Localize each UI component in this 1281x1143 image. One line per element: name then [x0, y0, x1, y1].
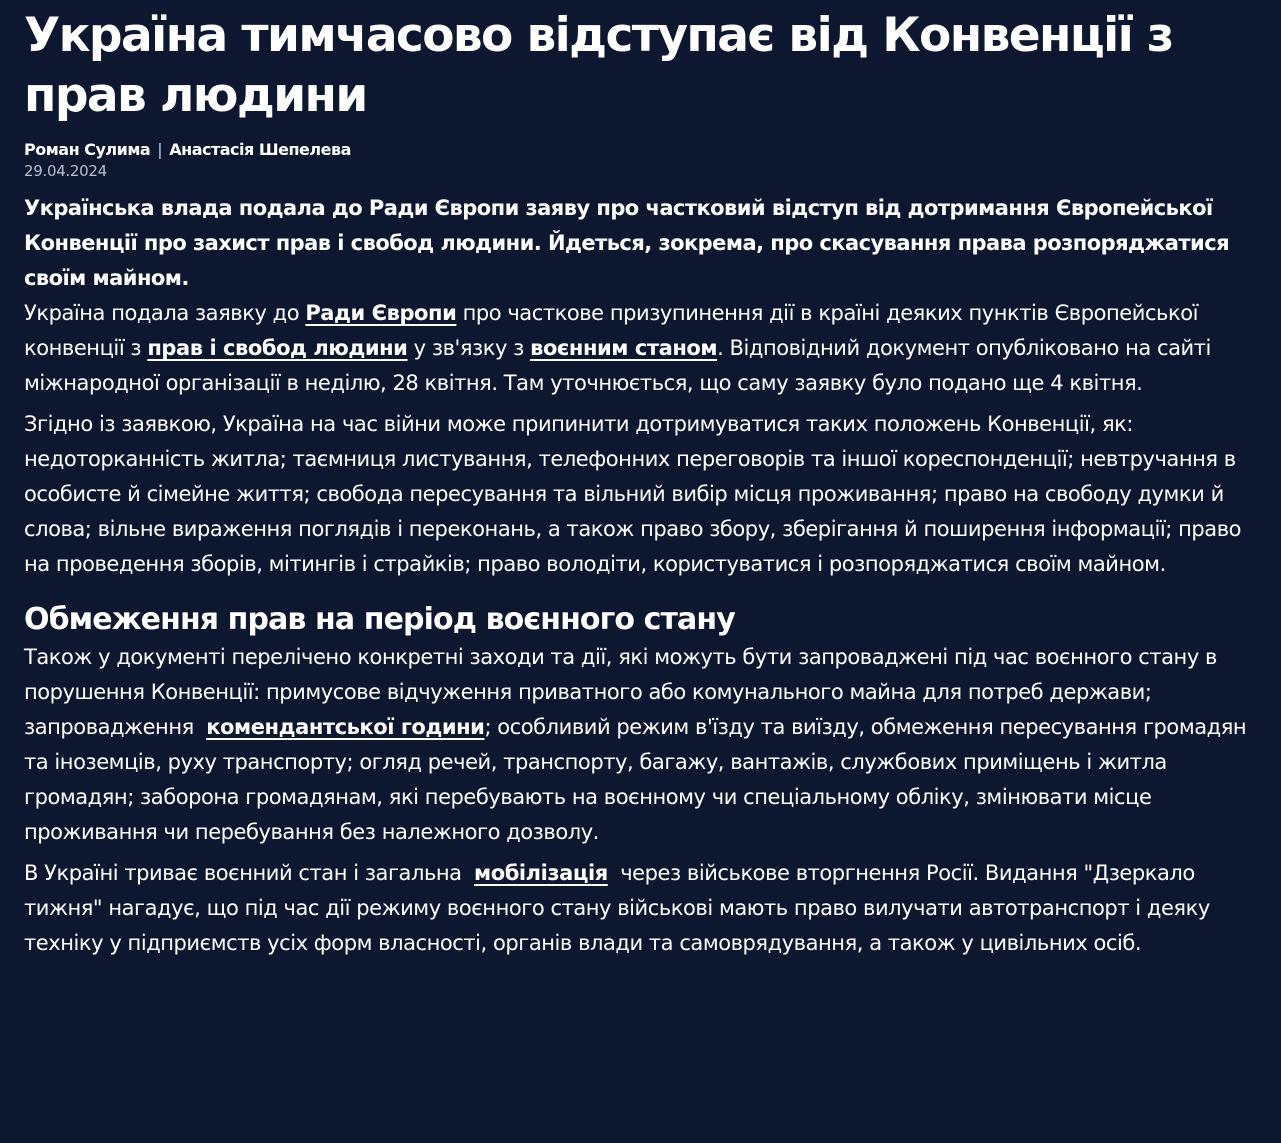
link-martial-law[interactable]: воєнним станом — [530, 336, 718, 360]
publish-date: 29.04.2024 — [24, 162, 107, 180]
paragraph-1-text-1: Україна подала заявку до — [24, 301, 306, 325]
paragraph-2: Згідно із заявкою, Україна на час війни може припинити дотримуватися таких положень Конвенції, як: недоторканність житла; таємниця листування, телефонних переговорів та іншої кореспонденції; невтручання в особисте й сімейне життя; свобода пересування та вільний вибір місця проживання; право на свободу думки й слова; вільне вираження поглядів і переконань, а також право збору, зберігання й поширення інформації; право на проведення зборів, мітингів і страйків; право володіти, користуватися і розпоряджатися своїм майном. — [24, 412, 1242, 576]
paragraph-3-text-1: Також у документі перелічено конкретні заходи та дії, які можуть бути запроваджені під час воєнного стану в порушення Конвенції: примусове відчуження приватного або комунального майна для потреб держави; запровадження — [24, 645, 1224, 739]
section-heading: Обмеження прав на період воєнного стану — [24, 602, 735, 637]
paragraph-4-text-1: В Україні триває воєнний стан і загальна — [24, 861, 475, 885]
paragraph-1 — [24, 296, 1264, 401]
paragraph-4 — [24, 856, 1264, 961]
link-human-rights[interactable]: прав і свобод людини — [147, 336, 408, 360]
byline — [24, 139, 1257, 161]
paragraph-1-text-2: про часткове призупинення дії в країні деяких пунктів Європейської конвенції з — [24, 301, 1198, 360]
article-lead: Українська влада подала до Ради Європи заяву про частковий відступ від дотримання Європейської Конвенції про захист прав і свобод людини. Йдеться, зокрема, про скасування права розпоряджатися своїм майном. — [24, 196, 1230, 290]
link-curfew[interactable]: комендантської години — [206, 715, 485, 739]
paragraph-3-text-2: ; особливий режим в'їзду та виїзду, обмеження пересування громадян та іноземців, руху транспорту; огляд речей, транспорту, багажу, вантажів, службових приміщень і житла громадян; заборона громадянам, які перебувають на воєнному чи спеціальному обліку, змінювати місце проживання чи перебування без належного дозволу. — [24, 715, 1247, 844]
author-link-shepeleva[interactable]: Анастасія Шепелева — [169, 140, 351, 159]
link-council-of-europe[interactable]: Ради Європи — [305, 301, 457, 325]
paragraph-4-text-2: через військове вторгнення Росії. Видання "Дзеркало тижня" нагадує, що під час дії режиму воєнного стану військові мають право вилучати автотранспорт і деяку техніку у підприємств усіх форм власності, органів влади та самоврядування, а також у цивільних осіб. — [24, 861, 1217, 955]
link-mobilization[interactable]: мобілізація — [474, 861, 608, 885]
article-title: Україна тимчасово відступає від Конвенції з прав людини — [24, 8, 1173, 123]
paragraph-1-text-4: . Відповідний документ опубліковано на сайті міжнародної організації в неділю, 28 квітня. Там уточнюється, що саму заявку було подано ще 4 квітня. — [24, 336, 1211, 395]
paragraph-3 — [24, 640, 1264, 850]
author-link-sulyma[interactable]: Роман Сулима — [24, 140, 151, 159]
author-separator: | — [157, 140, 163, 159]
paragraph-1-text-3: у зв'язку з — [407, 336, 531, 360]
